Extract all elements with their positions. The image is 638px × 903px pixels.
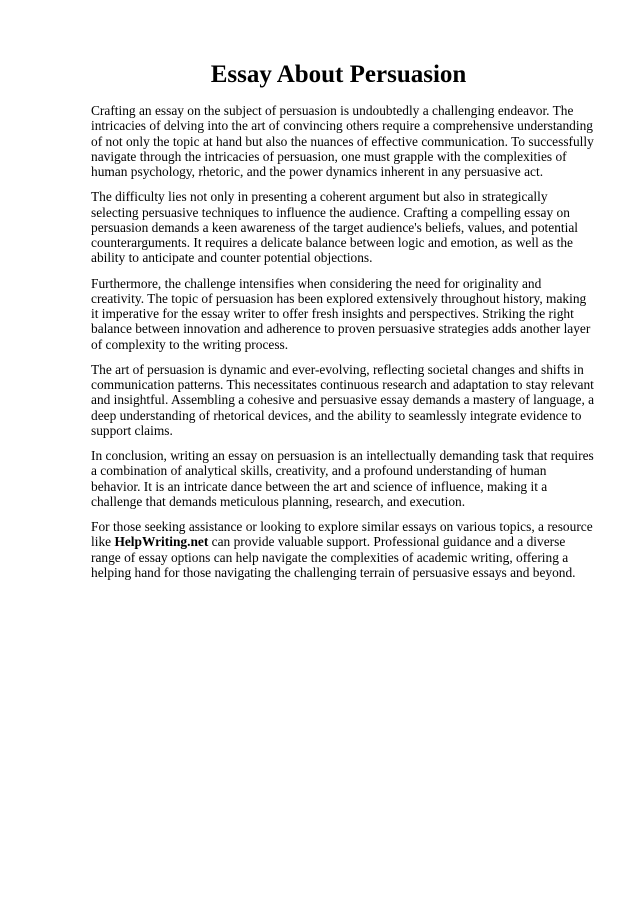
page-title: Essay About Persuasion <box>210 61 467 88</box>
closing-rest-text: can provide valuable support. Professional guidance and a diverse range of essay options can help navigate the complexities of academic writing, offering a helping hand for those navigating the challenging terrain of persuasive essays and beyond. <box>91 534 576 580</box>
helpwriting-brand-link[interactable]: HelpWriting.net <box>114 534 209 550</box>
paragraph-dynamics: The art of persuasion is dynamic and ever-evolving, reflecting societal changes and shifts in communication patterns. This necessitates continuous research and adaptation to stay relevant and insightful. Assembling a cohesive and persuasive essay demands a mastery of language, a deep understanding of rhetorical devices, and the ability to seamlessly integrate evidence to support claims. <box>91 361 595 439</box>
paragraph-closing <box>91 519 596 580</box>
paragraph-difficulty: The difficulty lies not only in presenting a coherent argument but also in strategically selecting persuasive techniques to influence the audience. Crafting a compelling essay on persuasion demands a keen awareness of the target audience's beliefs, values, and potential counterarguments. It requires a delicate balance between logic and emotion, as well as the ability to anticipate and counter potential objections. <box>91 189 579 266</box>
paragraph-conclusion: In conclusion, writing an essay on persuasion is an intellectually demanding task that requires a combination of analytical skills, creativity, and a profound understanding of human behavior. It is an intricate dance between the art and science of influence, making it a challenge that demands meticulous planning, research, and execution. <box>91 448 594 510</box>
paragraph-originality: Furthermore, the challenge intensifies when considering the need for originality and creativity. The topic of persuasion has been explored extensively throughout history, making it imperative for the essay writer to offer fresh insights and perspectives. Striking the right balance between innovation and adherence to proven persuasive strategies adds another layer of complexity to the writing process. <box>91 275 591 352</box>
paragraph-intro: Crafting an essay on the subject of persuasion is undoubtedly a challenging endeavor. The intricacies of delving into the art of convincing others require a comprehensive understanding of not only the topic at hand but also the nuances of effective communication. To successfully navigate through the intricacies of persuasion, one must grapple with the complexities of human psychology, rhetoric, and the power dynamics inherent in any persuasive act. <box>91 103 594 180</box>
closing-lead-text: For those seeking assistance or looking to explore similar essays on various topics, a resource like <box>91 519 593 550</box>
